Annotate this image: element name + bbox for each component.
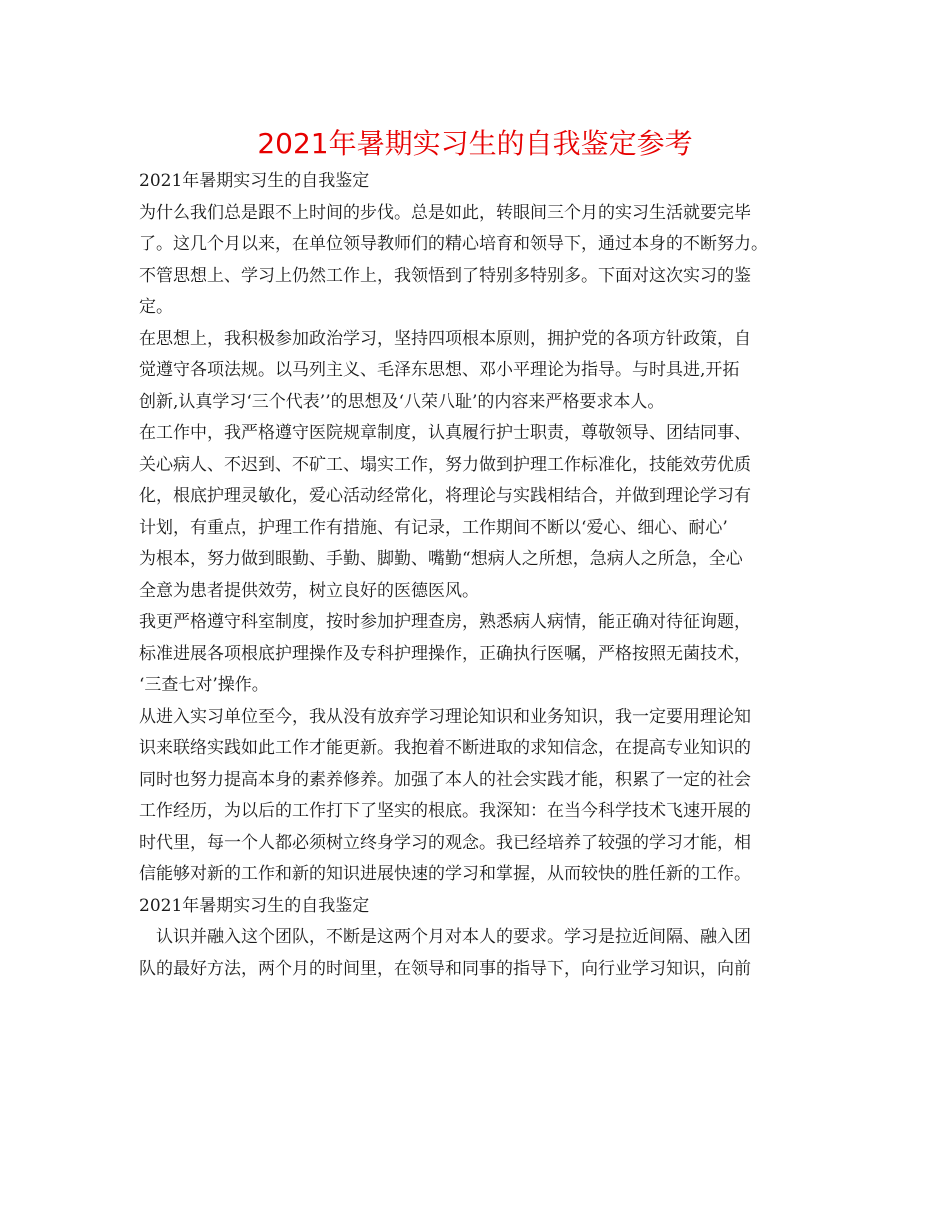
body-line: 化，根底护理灵敏化，爱心活动经常化，将理论与实践相结合，并做到理论学习有 [139, 486, 751, 506]
body-line: 定。 [139, 297, 173, 317]
body-line: 同时也努力提高本身的素养修养。加强了本人的社会实践才能，积累了一定的社会 [139, 769, 751, 790]
body-line: 创新,认真学习‘三个代表’’的思想及‘八荣八耻’的内容来严格要求本人。 [139, 391, 665, 412]
body-line: 为根本，努力做到眼勤、手勤、脚勤、嘴勤“想病人之所想，急病人之所急，全心 [139, 549, 743, 569]
body-line: 时代里，每一个人都必须树立终身学习的观念。我已经培养了较强的学习才能，相 [139, 832, 751, 853]
body-line: 2021年暑期实习生的自我鉴定 [139, 895, 370, 916]
body-line: 识来联络实践如此工作才能更新。我抱着不断进取的求知信念，在提高专业知识的 [139, 738, 751, 758]
document-title: 2021年暑期实习生的自我鉴定参考 [257, 127, 693, 160]
body-line: 觉遵守各项法规。以马列主义、毛泽东思想、邓小平理论为指导。与时具进,开拓 [139, 360, 740, 380]
body-line: 从进入实习单位至今，我从没有放弃学习理论知识和业务知识，我一定要用理论知 [139, 706, 751, 727]
body-line: 信能够对新的工作和新的知识进展快速的学习和掌握，从而较快的胜任新的工作。 [139, 864, 751, 884]
body-line: 在思想上，我积极参加政治学习，坚持四项根本原则，拥护党的各项方针政策，自 [139, 328, 751, 349]
body-line: 不管思想上、学习上仍然工作上，我领悟到了特别多特别多。下面对这次实习的鉴 [139, 265, 751, 286]
body-line: 认识并融入这个团队，不断是这两个月对本人的要求。学习是拉近间隔、融入团 [156, 927, 751, 947]
body-line: 计划，有重点，护理工作有措施、有记录，工作期间不断以‘爱心、细心、耐心’ [139, 517, 728, 538]
body-line: 了。这几个月以来，在单位领导教师们的精心培育和领导下，通过本身的不断努力。 [139, 234, 768, 254]
body-line: 全意为患者提供效劳，树立良好的医德医风。 [139, 580, 479, 601]
body-line: 我更严格遵守科室制度，按时参加护理查房，熟悉病人病情，能正确对待征询题， [139, 612, 751, 632]
body-line: 关心病人、不迟到、不矿工、塌实工作，努力做到护理工作标准化，技能效劳优质 [139, 454, 751, 475]
body-line: 在工作中，我严格遵守医院规章制度，认真履行护士职责，尊敬领导、团结同事、 [139, 423, 751, 443]
document-body [139, 166, 819, 985]
body-line: 标准进展各项根底护理操作及专科护理操作，正确执行医嘱，严格按照无菌技术， [139, 643, 751, 664]
body-line: 为什么我们总是跟不上时间的步伐。总是如此，转眼间三个月的实习生活就要完毕 [139, 202, 751, 223]
body-line: 2021年暑期实习生的自我鉴定 [139, 171, 370, 191]
body-line: 队的最好方法，两个月的时间里，在领导和同事的指导下，向行业学习知识，向前 [139, 958, 751, 979]
body-line: 工作经历，为以后的工作打下了坚实的根底。我深知：在当今科学技术飞速开展的 [139, 801, 751, 821]
body-line: ‘三查七对’操作。 [139, 675, 269, 695]
